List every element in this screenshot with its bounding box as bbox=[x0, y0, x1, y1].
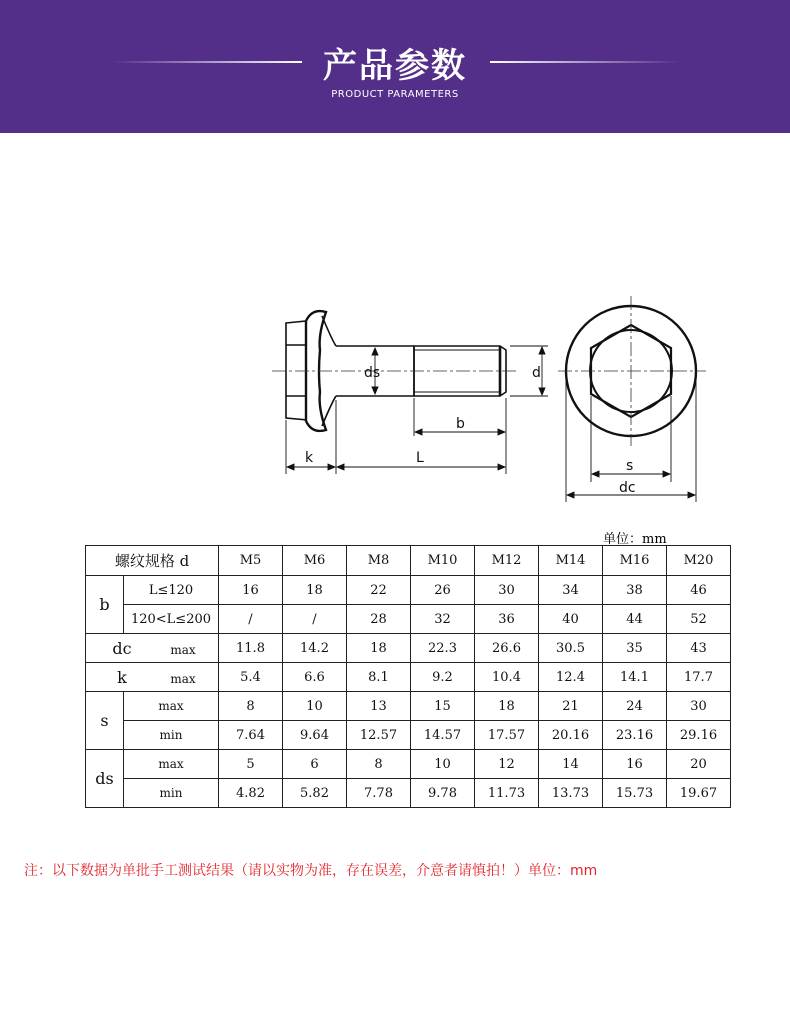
table-cell: 26.6 bbox=[475, 634, 539, 663]
table-cell: 13 bbox=[347, 692, 411, 721]
table-cell: 13.73 bbox=[539, 779, 603, 808]
table-row-s-min bbox=[86, 721, 731, 750]
table-cell: 16 bbox=[603, 750, 667, 779]
table-header-row bbox=[86, 546, 731, 576]
table-cell: 9.64 bbox=[283, 721, 347, 750]
param-ds: ds bbox=[86, 750, 124, 808]
param-dc-sub: max bbox=[170, 642, 196, 657]
table-cell: 15.73 bbox=[603, 779, 667, 808]
table-cell: 23.16 bbox=[603, 721, 667, 750]
table-row-k bbox=[86, 663, 731, 692]
size-cell: M5 bbox=[219, 546, 283, 576]
disclaimer-note: 注：以下数据为单批手工测试结果（请以实物为准，存在误差，介意者请慎拍！）单位：mm bbox=[24, 863, 598, 879]
table-cell: 10.4 bbox=[475, 663, 539, 692]
table-cell: 7.64 bbox=[219, 721, 283, 750]
table-cell: 12.4 bbox=[539, 663, 603, 692]
unit-label: 单位：mm bbox=[603, 532, 667, 547]
spec-table bbox=[85, 545, 731, 808]
label-L: L bbox=[416, 450, 424, 466]
table-cell: 20 bbox=[667, 750, 731, 779]
table-cell: 5.82 bbox=[283, 779, 347, 808]
banner-subtitle: PRODUCT PARAMETERS bbox=[331, 89, 459, 100]
table-cell: 14.1 bbox=[603, 663, 667, 692]
table-row-ds-max bbox=[86, 750, 731, 779]
table-cell: 29.16 bbox=[667, 721, 731, 750]
table-row-b1 bbox=[86, 576, 731, 605]
table-cell: 7.78 bbox=[347, 779, 411, 808]
size-cell: M6 bbox=[283, 546, 347, 576]
table-cell: 14.2 bbox=[283, 634, 347, 663]
table-cell: 5.4 bbox=[219, 663, 283, 692]
b-condition-2: 120<L≤200 bbox=[124, 605, 219, 634]
table-cell: 16 bbox=[219, 576, 283, 605]
table-cell: 9.2 bbox=[411, 663, 475, 692]
ds-min-label: min bbox=[124, 779, 219, 808]
table-cell: 22 bbox=[347, 576, 411, 605]
table-cell: 18 bbox=[347, 634, 411, 663]
table-cell: 10 bbox=[411, 750, 475, 779]
table-cell: / bbox=[283, 605, 347, 634]
table-cell: 38 bbox=[603, 576, 667, 605]
table-cell: 52 bbox=[667, 605, 731, 634]
table-cell: 19.67 bbox=[667, 779, 731, 808]
param-k: k bbox=[117, 667, 127, 687]
label-s: s bbox=[626, 458, 634, 474]
table-cell: 17.57 bbox=[475, 721, 539, 750]
s-min-label: min bbox=[124, 721, 219, 750]
table-cell: 21 bbox=[539, 692, 603, 721]
param-s: s bbox=[86, 692, 124, 750]
table-row-b2 bbox=[86, 605, 731, 634]
table-cell: 36 bbox=[475, 605, 539, 634]
table-cell: 30 bbox=[475, 576, 539, 605]
b-condition-1: L≤120 bbox=[124, 576, 219, 605]
table-cell: 6.6 bbox=[283, 663, 347, 692]
table-cell: 26 bbox=[411, 576, 475, 605]
table-cell: / bbox=[219, 605, 283, 634]
table-cell: 4.82 bbox=[219, 779, 283, 808]
size-cell: M8 bbox=[347, 546, 411, 576]
spec-header-cell: 螺纹规格 d bbox=[86, 546, 219, 576]
banner-title: 产品参数 bbox=[323, 46, 467, 86]
table-cell: 8.1 bbox=[347, 663, 411, 692]
table-cell: 5 bbox=[219, 750, 283, 779]
bolt-technical-drawing bbox=[0, 280, 790, 510]
table-cell: 18 bbox=[475, 692, 539, 721]
label-b: b bbox=[456, 416, 465, 432]
table-cell: 18 bbox=[283, 576, 347, 605]
table-cell: 12 bbox=[475, 750, 539, 779]
table-cell: 40 bbox=[539, 605, 603, 634]
table-cell: 15 bbox=[411, 692, 475, 721]
ds-max-label: max bbox=[124, 750, 219, 779]
size-cell: M20 bbox=[667, 546, 731, 576]
param-k-cell bbox=[86, 663, 219, 692]
table-cell: 20.16 bbox=[539, 721, 603, 750]
table-cell: 28 bbox=[347, 605, 411, 634]
table-cell: 8 bbox=[219, 692, 283, 721]
param-dc: dc bbox=[112, 638, 132, 658]
table-cell: 46 bbox=[667, 576, 731, 605]
table-cell: 6 bbox=[283, 750, 347, 779]
header-banner bbox=[0, 0, 790, 133]
table-cell: 32 bbox=[411, 605, 475, 634]
table-cell: 43 bbox=[667, 634, 731, 663]
label-d: d bbox=[532, 365, 541, 381]
table-cell: 14 bbox=[539, 750, 603, 779]
banner-divider-right bbox=[490, 61, 680, 63]
table-cell: 11.8 bbox=[219, 634, 283, 663]
s-max-label: max bbox=[124, 692, 219, 721]
table-cell: 22.3 bbox=[411, 634, 475, 663]
table-cell: 30 bbox=[667, 692, 731, 721]
table-row-dc bbox=[86, 634, 731, 663]
table-cell: 34 bbox=[539, 576, 603, 605]
table-cell: 14.57 bbox=[411, 721, 475, 750]
table-cell: 30.5 bbox=[539, 634, 603, 663]
size-cell: M16 bbox=[603, 546, 667, 576]
table-cell: 44 bbox=[603, 605, 667, 634]
param-dc-cell bbox=[86, 634, 219, 663]
table-row-s-max bbox=[86, 692, 731, 721]
table-row-ds-min bbox=[86, 779, 731, 808]
table-cell: 24 bbox=[603, 692, 667, 721]
label-ds: ds bbox=[364, 365, 381, 381]
param-k-sub: max bbox=[170, 671, 196, 686]
table-cell: 12.57 bbox=[347, 721, 411, 750]
table-cell: 11.73 bbox=[475, 779, 539, 808]
table-cell: 8 bbox=[347, 750, 411, 779]
table-cell: 10 bbox=[283, 692, 347, 721]
param-b: b bbox=[86, 576, 124, 634]
label-dc: dc bbox=[619, 480, 636, 496]
table-cell: 9.78 bbox=[411, 779, 475, 808]
table-cell: 17.7 bbox=[667, 663, 731, 692]
size-cell: M14 bbox=[539, 546, 603, 576]
label-k: k bbox=[305, 450, 314, 466]
size-cell: M10 bbox=[411, 546, 475, 576]
table-cell: 35 bbox=[603, 634, 667, 663]
size-cell: M12 bbox=[475, 546, 539, 576]
